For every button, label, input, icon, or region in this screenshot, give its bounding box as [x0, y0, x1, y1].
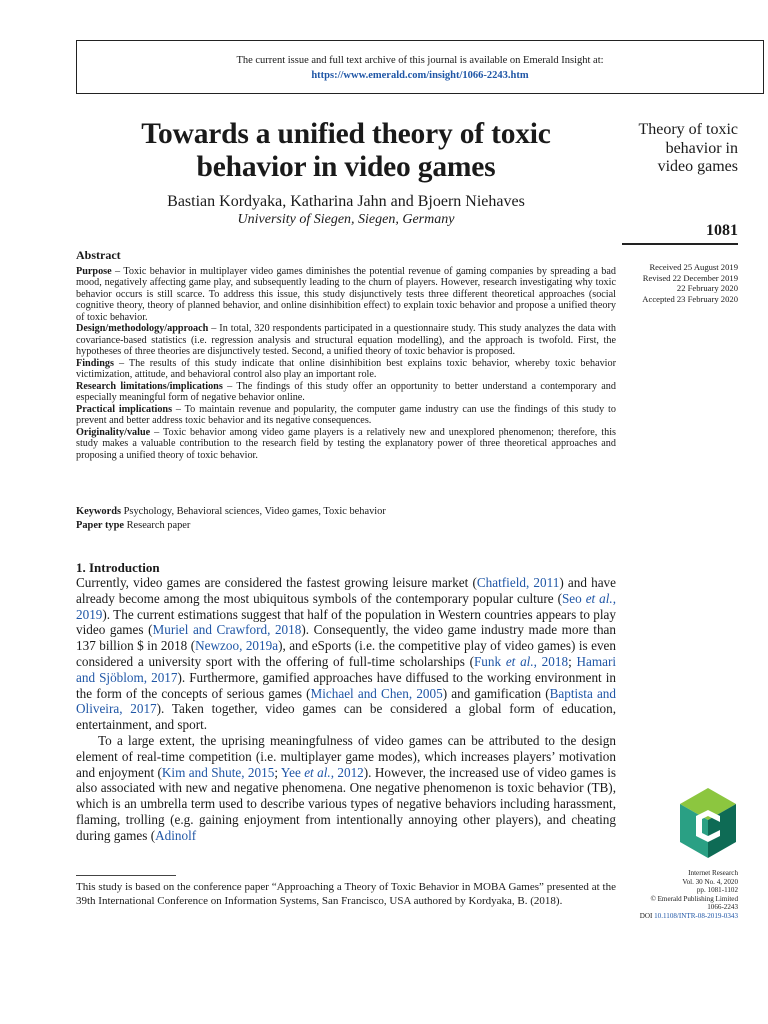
paper-type — [76, 519, 616, 533]
citation-link[interactable]: Adinolf — [155, 827, 197, 843]
citation-link[interactable]: Kim and Shute, 2015 — [161, 764, 275, 780]
text-run: ). Taken together, video games can be considered a global form of education, entertainment, and sport. — [76, 701, 616, 733]
doi-link[interactable]: 10.1108/INTR-08-2019-0343 — [654, 911, 738, 920]
design-text: – In total, 320 respondents participated in a questionnaire study. This study analyzes the data with covariance-based statistics (i.e. regression analysis and structural equation modelling), and the approach is twofold. First, the hypotheses of three theories are disjunctively tested. Second, a unified theory of toxic behavior is proposed. — [76, 323, 616, 357]
citation-link[interactable] — [474, 654, 568, 669]
purpose-text: – Toxic behavior in multiplayer video games diminishes the potential revenue of gaming companies by spreading a bad mood, negatively affecting game play, and subsequently leading to the churn of players. However, research investigating why toxic behavior occurs is still scarce. To address this issue, this study disjunctively tests three different theoretical approaches (social cognitive theory, theory of planned behavior, and online disinhibition effect) to explain toxic behavior and propose a unified theory of toxic behavior. — [76, 265, 616, 323]
keywords-label: Keywords — [76, 506, 122, 517]
abstract-limitations — [76, 381, 616, 404]
keywords — [76, 505, 616, 519]
abstract-design — [76, 323, 616, 358]
text-run: ). Furthermore, gamified approaches have diffused to the working environment in the form of the concepts of serious games ( — [76, 669, 616, 701]
citation-link[interactable]: Baptista and Oliveira, 2017 — [76, 685, 616, 717]
citation-part: , 2012 — [330, 764, 364, 780]
journal-notice — [77, 53, 763, 83]
page-number-rule — [622, 243, 738, 245]
originality-text: – Toxic behavior among video game players is a relatively new and unexplored phenomenon; therefore, this study makes a valuable contribution to the research field by testing the explanatory power of three theoretical approaches and proposing a unified theory of toxic behavior. — [76, 426, 616, 461]
page-number: 1081 — [706, 222, 738, 239]
abstract-findings — [76, 358, 616, 381]
received-dates — [600, 262, 738, 304]
citation-link[interactable]: Chatfield, 2011 — [476, 575, 560, 590]
text-run: ) and have already become among the most ubiquitous symbols of the contemporary popular culture ( — [76, 575, 616, 606]
citation-part: et al. — [304, 764, 331, 780]
body-text — [76, 575, 616, 844]
authors: Bastian Kordyaka, Katharina Jahn and Bjoern Niehaves — [167, 193, 525, 210]
citation-part: , 2019 — [76, 590, 616, 622]
text-run: ). Consequently, the video game industry made more than 137 billion $ in 2018 ( — [76, 622, 616, 654]
text-run: Currently, video games are considered the fastest growing leisure market ( — [76, 575, 477, 590]
footnote: This study is based on the conference paper “Approaching a Theory of Toxic Behavior in MOBA Games” presented at the 39th International Conference on Information Systems, San Francisco, USA authored by Kordyaka, B. (2018). — [76, 881, 616, 907]
running-head-line: video games — [657, 158, 738, 175]
limitations-text: – The findings of this study offer an opportunity to better understand a contemporary and especially meaningful form of negative behavior online. — [76, 380, 616, 403]
text-run: ; — [568, 653, 577, 669]
title-line-2: behavior in video games — [196, 151, 496, 183]
citation-part: Seo — [561, 590, 586, 606]
journal-issn: 1066-2243 — [707, 903, 738, 911]
purpose-label: Purpose — [76, 265, 112, 277]
date-line: Revised 22 December 2019 — [642, 272, 738, 283]
running-head — [600, 121, 738, 177]
findings-text: – The results of this study indicate that online disinhibition best explains toxic behavior, whereby toxic behavior victimization, attitude, and behavioral control also play an important role. — [76, 357, 616, 380]
running-head-line: behavior in — [665, 139, 738, 157]
citation-link[interactable]: Michael and Chen, 2005 — [310, 685, 443, 701]
text-run: ). However, the increased use of video games is also associated with new and negative phenomena. One negative phenomenon is toxic behavior (TB), which is an umbrella term used to describe various types of negative behaviors including harassment, flaming, trolling (e.g. gaining enjoyment from intentionally annoying other players), and cheating during games ( — [76, 764, 616, 843]
journal-url-link[interactable]: https://www.emerald.com/insight/1066-2243.htm — [311, 70, 529, 81]
date-line: Accepted 23 February 2020 — [642, 293, 738, 304]
citation-link[interactable]: Newzoo, 2019a — [195, 638, 279, 654]
journal-copyright: © Emerald Publishing Limited — [650, 894, 738, 903]
citation-part: et al. — [505, 653, 534, 669]
section-heading: 1. Introduction — [76, 560, 160, 575]
footnote-rule — [76, 875, 176, 876]
journal-doi — [600, 912, 738, 921]
journal-volume: Vol. 30 No. 4, 2020 — [682, 877, 738, 886]
text-run: ). The current estimations suggest that half of the population in Western countries appears to play video games ( — [76, 606, 616, 638]
journal-info — [600, 869, 738, 920]
abstract-practical — [76, 404, 616, 427]
paper-title — [76, 118, 616, 184]
findings-label: Findings — [76, 357, 114, 369]
title-line-1: Towards a unified theory of toxic — [141, 118, 551, 150]
running-head-line: Theory of toxic — [638, 121, 738, 138]
text-run: ; — [274, 764, 281, 780]
abstract — [76, 250, 616, 461]
citation-part: Yee — [280, 764, 305, 780]
text-run: ) and gamification ( — [442, 685, 550, 701]
keywords-text: Psychology, Behavioral sciences, Video games, Toxic behavior — [121, 506, 386, 517]
citation-part: Funk — [473, 653, 506, 669]
citation-link[interactable]: Muriel and Crawford, 2018 — [152, 622, 302, 638]
citation-part: , 2018 — [533, 653, 569, 669]
paper-type-text: Research paper — [124, 520, 191, 531]
journal-pages: pp. 1081-1102 — [696, 886, 738, 894]
practical-text: – To maintain revenue and popularity, the computer game industry can use the findings of this study to prevent and better address toxic behavior and its negative consequences. — [76, 403, 616, 426]
abstract-purpose — [76, 266, 616, 324]
design-label: Design/methodology/approach — [76, 323, 209, 334]
journal-name: Internet Research — [688, 869, 738, 877]
abstract-originality — [76, 427, 616, 462]
originality-label: Originality/value — [76, 426, 151, 438]
notice-text: The current issue and full text archive of this journal is available on Emerald Insight at: — [236, 55, 604, 66]
limitations-label: Research limitations/implications — [76, 380, 223, 392]
text-run: To a large extent, the uprising meaningfulness of video games can be attributed to the design element of real-time competition (i.e. multiplayer game modes), which increases players’ motivation and enjoyment ( — [76, 732, 616, 780]
crossmark-logo-icon[interactable] — [676, 786, 740, 862]
date-line: Received 25 August 2019 — [649, 262, 738, 272]
paragraph — [76, 575, 616, 733]
practical-label: Practical implications — [76, 403, 173, 415]
paragraph — [76, 733, 616, 844]
text-run: ), and eSports (i.e. the competitive play of video games) is even considered a university sport with the offering of full-time scholarships ( — [76, 638, 617, 669]
abstract-heading: Abstract — [76, 248, 121, 262]
citation-link[interactable]: Hamari and Sjöblom, 2017 — [76, 653, 617, 685]
paper-type-label: Paper type — [76, 520, 125, 531]
citation-part: et al. — [585, 590, 613, 606]
affiliation: University of Siegen, Siegen, Germany — [237, 212, 455, 227]
keywords-block — [76, 505, 616, 533]
date-line: 22 February 2020 — [676, 283, 738, 293]
journal-notice-box — [76, 40, 764, 94]
doi-label: DOI — [639, 911, 655, 920]
citation-link[interactable] — [281, 765, 364, 780]
